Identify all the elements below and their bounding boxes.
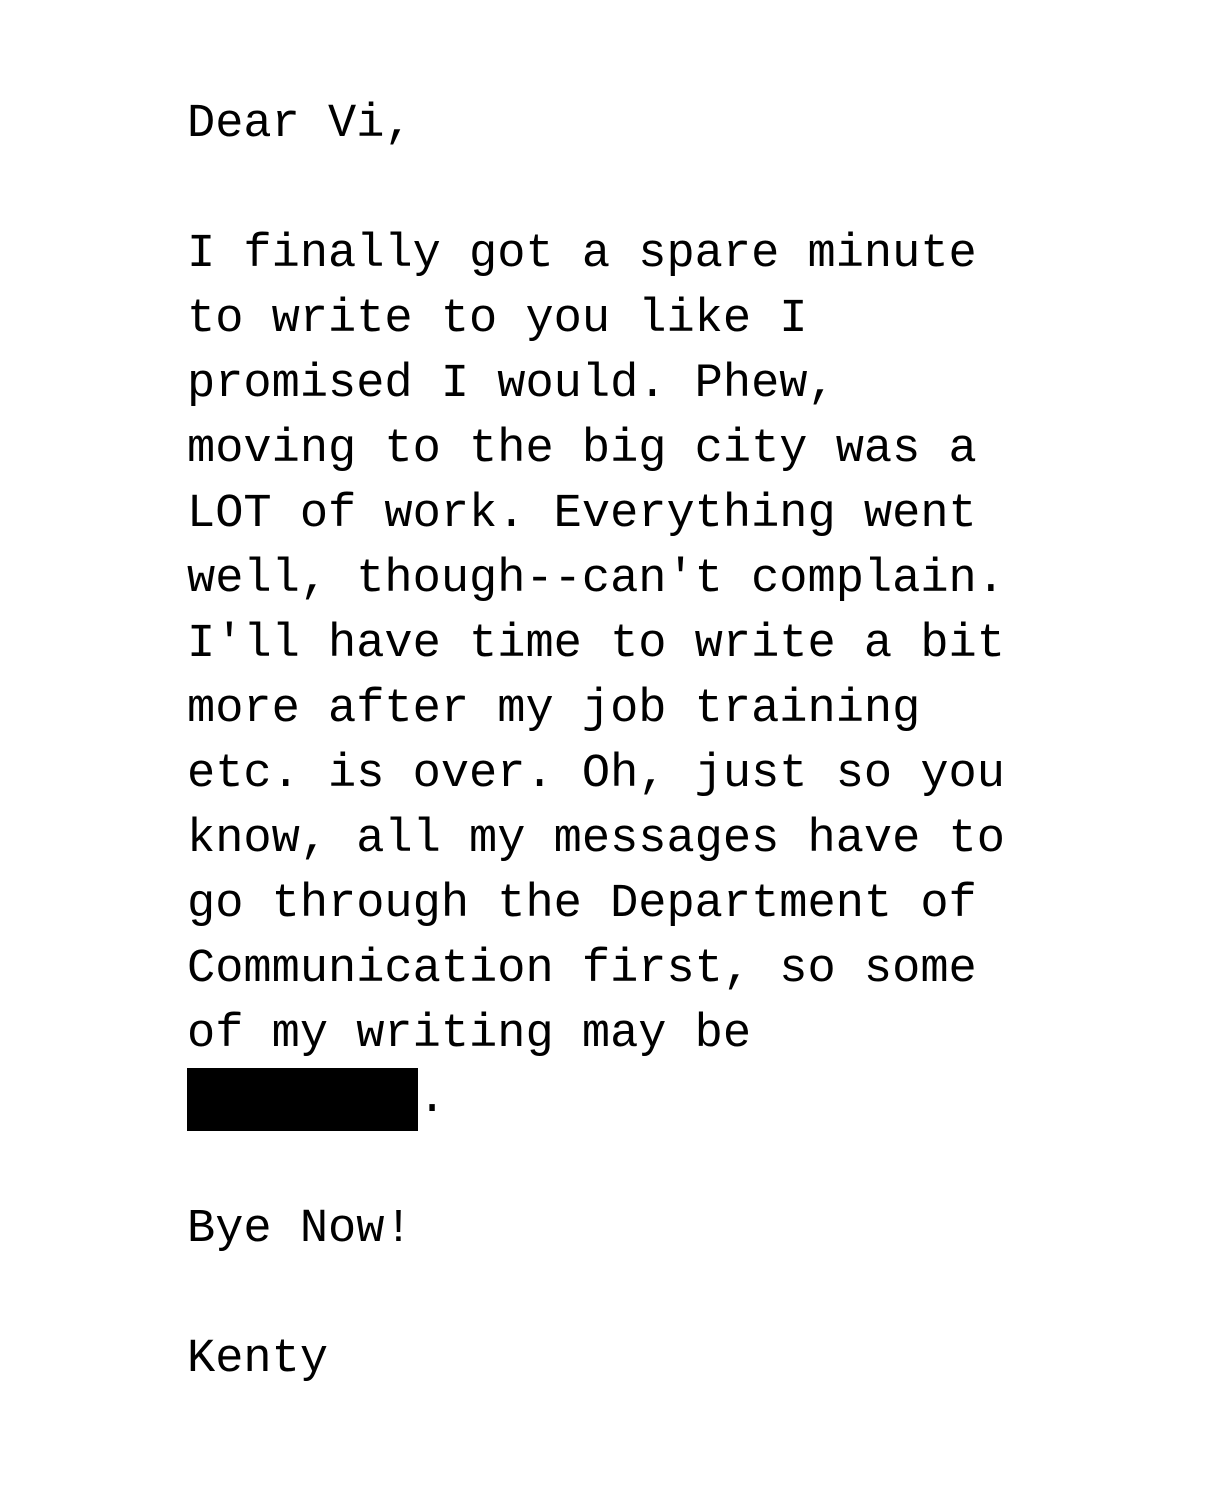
letter: [187, 92, 1187, 1392]
redaction-bar: [187, 1068, 418, 1131]
signature: Kenty: [187, 1333, 329, 1386]
body-line: I finally got a spare minute: [187, 228, 977, 281]
body-line: know, all my messages have to: [187, 813, 1005, 866]
redacted-line: [187, 1067, 1187, 1132]
body-line: well, though--can't complain.: [187, 553, 1005, 606]
body-line: moving to the big city was a: [187, 423, 977, 476]
letter-body: [187, 222, 1187, 1132]
body-line: of my writing may be: [187, 1008, 752, 1061]
blank-line: [187, 157, 1187, 222]
body-line: I'll have time to write a bit: [187, 618, 1005, 671]
redaction-period: .: [418, 1073, 447, 1126]
body-line: Communication first, so some: [187, 943, 977, 996]
closing: Bye Now!: [187, 1203, 413, 1256]
body-line: etc. is over. Oh, just so you: [187, 748, 1005, 801]
body-line: more after my job training: [187, 683, 921, 736]
salutation: Dear Vi,: [187, 98, 413, 151]
body-line: to write to you like I: [187, 293, 808, 346]
body-line: promised I would. Phew,: [187, 358, 836, 411]
body-line: go through the Department of: [187, 878, 977, 931]
body-line: LOT of work. Everything went: [187, 488, 977, 541]
